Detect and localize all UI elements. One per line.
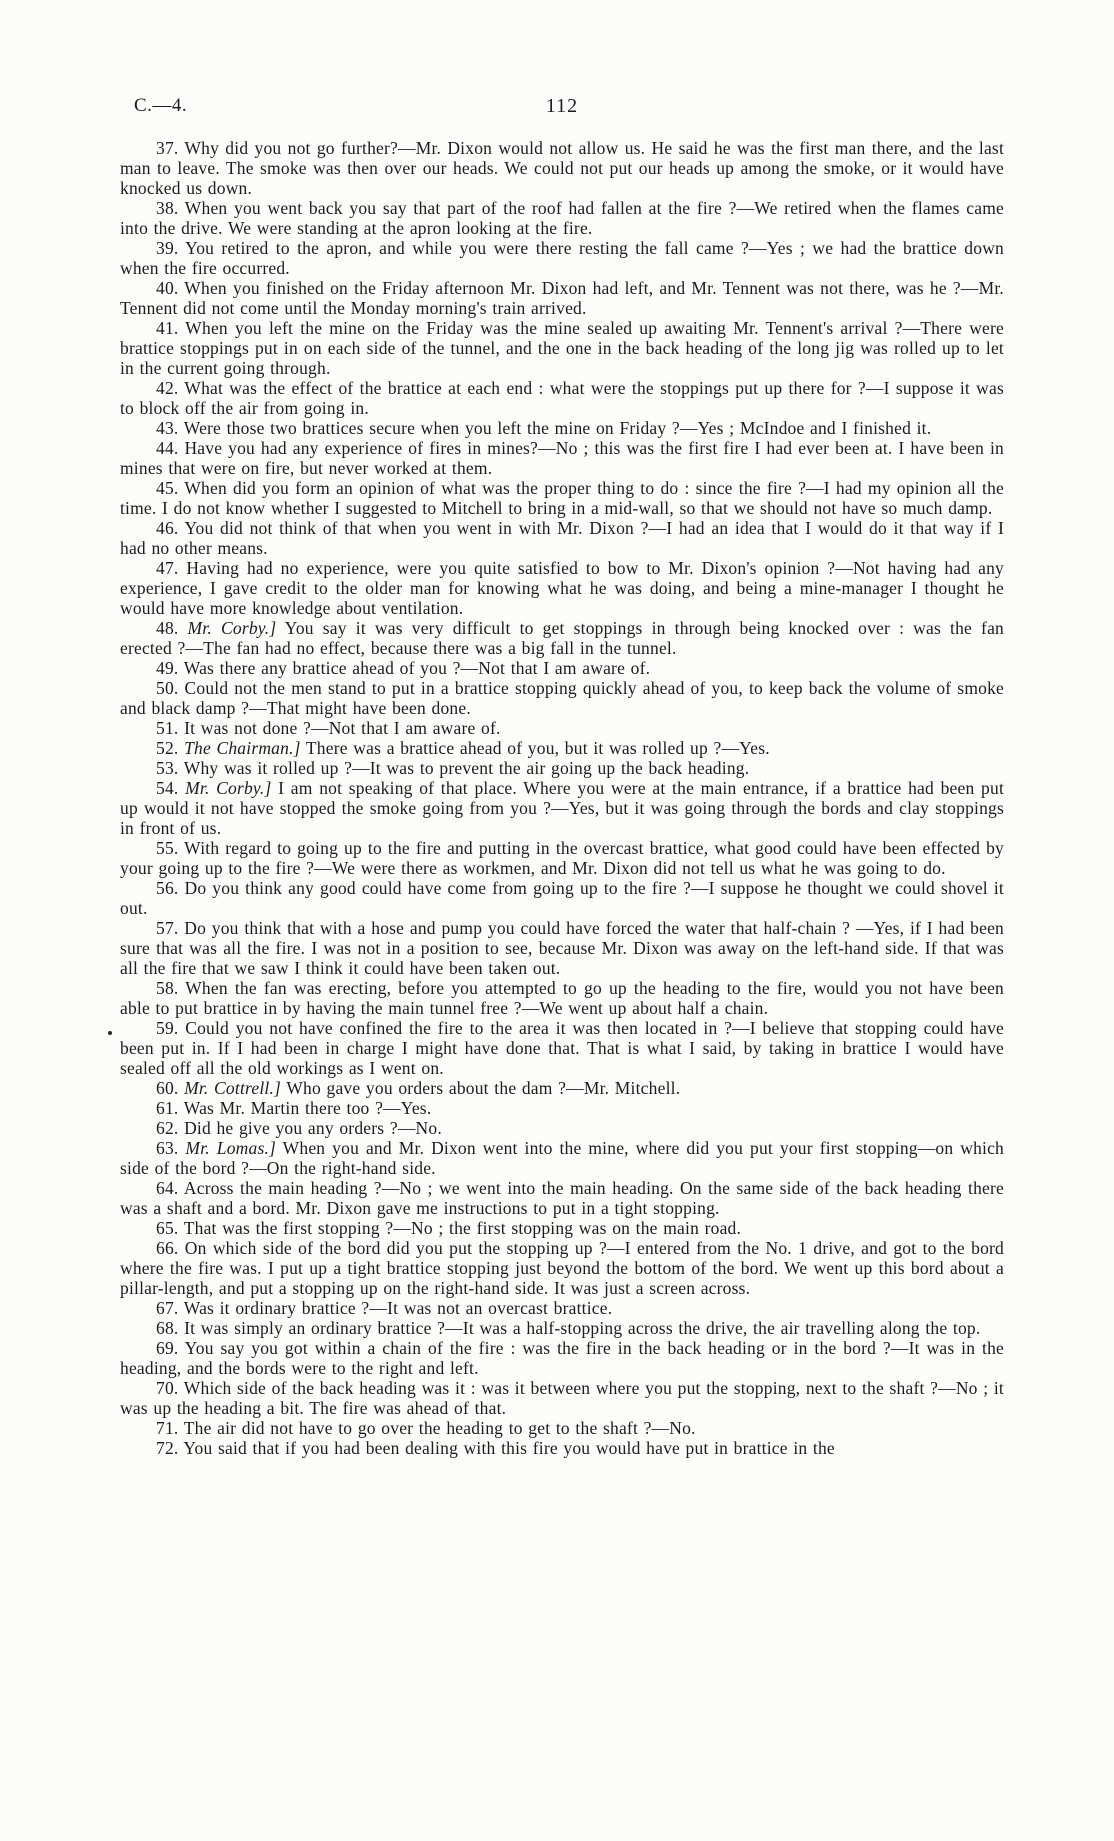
qa-paragraph <box>120 1098 1004 1118</box>
qa-paragraph <box>120 918 1004 978</box>
qa-text: Do you think that with a hose and pump you could have forced the water that half-chain ? —Yes, if I had been sure that was all the fire. I was not in a position to see, because Mr. Dixon was away on the left-hand side. If that was all the fire that we saw I think it could have been taken out. <box>120 918 1004 978</box>
qa-paragraph <box>120 678 1004 718</box>
question-number: 51. <box>156 718 179 738</box>
question-number: 68. <box>156 1318 179 1338</box>
question-number: 54. <box>156 778 179 798</box>
document-reference: C.—4. <box>134 95 188 116</box>
testimony-transcript <box>120 138 1004 1458</box>
qa-paragraph <box>120 1018 1004 1078</box>
qa-paragraph <box>120 838 1004 878</box>
question-number: 58. <box>156 978 179 998</box>
qa-text: There was a brattice ahead of you, but it was rolled up ?—Yes. <box>305 738 770 758</box>
qa-text: You say it was very difficult to get stoppings in through being knocked over : was the fan erected ?—The fan had no effect, because there was a big fall in the tunnel. <box>120 618 1004 658</box>
qa-paragraph <box>120 318 1004 378</box>
page-header <box>120 95 1004 121</box>
qa-text: Have you had any experience of fires in mines?—No ; this was the first fire I had ever been at. I have been in mines that were on fire, but never worked at them. <box>120 438 1005 478</box>
qa-text: With regard to going up to the fire and putting in the overcast brattice, what good could have been effected by your going up to the fire ?—We were there as workmen, and Mr. Dixon did not tell us what he was going to do. <box>120 838 1004 878</box>
qa-text: Why was it rolled up ?—It was to prevent the air going up the back heading. <box>183 758 750 778</box>
question-number: 71. <box>156 1418 179 1438</box>
qa-paragraph <box>120 418 1004 438</box>
qa-paragraph <box>120 278 1004 318</box>
qa-paragraph <box>120 478 1004 518</box>
question-number: 72. <box>156 1438 179 1458</box>
qa-text: Was there any brattice ahead of you ?—Not that I am aware of. <box>183 658 651 678</box>
question-number: 50. <box>156 678 179 698</box>
question-number: 57. <box>156 918 179 938</box>
question-number: 66. <box>156 1238 179 1258</box>
qa-text: It was simply an ordinary brattice ?—It was a half-stopping across the drive, the air travelling along the top. <box>184 1318 981 1338</box>
question-number: 41. <box>156 318 179 338</box>
speaker-name: Mr. Lomas.] <box>185 1138 277 1158</box>
speaker-name: Mr. Corby.] <box>185 778 272 798</box>
qa-text: You say you got within a chain of the fire : was the fire in the back heading or in the bord ?—It was in the heading, and the bords were to the right and left. <box>120 1338 1004 1378</box>
question-number: 45. <box>156 478 179 498</box>
page-number: 112 <box>545 95 579 117</box>
speaker-name: Mr. Cottrell.] <box>184 1078 282 1098</box>
qa-paragraph <box>120 1218 1004 1238</box>
question-number: 65. <box>156 1218 179 1238</box>
question-number: 42. <box>156 378 179 398</box>
qa-paragraph <box>120 238 1004 278</box>
question-number: 63. <box>156 1138 179 1158</box>
qa-paragraph <box>120 518 1004 558</box>
question-number: 59. <box>156 1018 179 1038</box>
speaker-name: Mr. Corby.] <box>187 618 277 638</box>
question-number: 47. <box>156 558 179 578</box>
question-number: 61. <box>156 1098 179 1118</box>
question-number: 70. <box>156 1378 179 1398</box>
qa-paragraph <box>120 1078 1004 1098</box>
qa-paragraph <box>120 1418 1004 1438</box>
qa-text: You did not think of that when you went in with Mr. Dixon ?—I had an idea that I would do it that way if I had no other means. <box>120 518 1004 558</box>
question-number: 52. <box>156 738 179 758</box>
qa-paragraph <box>120 778 1004 838</box>
qa-paragraph <box>120 438 1004 478</box>
qa-text: What was the effect of the brattice at each end : what were the stoppings put up there for ?—I suppose it was to block off the air from going in. <box>120 378 1004 418</box>
qa-paragraph <box>120 758 1004 778</box>
question-number: 38. <box>156 198 179 218</box>
question-number: 49. <box>156 658 179 678</box>
qa-text: You said that if you had been dealing with this fire you would have put in brattice in the <box>183 1438 835 1458</box>
qa-text: Having had no experience, were you quite satisfied to bow to Mr. Dixon's opinion ?—Not having had any experience, I gave credit to the older man for knowing what he was doing, and being a mine-manager I thought he would have more knowledge about ventilation. <box>120 558 1004 618</box>
qa-text: On which side of the bord did you put the stopping up ?—I entered from the No. 1 drive, and got to the bord where the fire was. I put up a tight brattice stopping just beyond the bottom of the bord. We went up this bord about a pillar-length, and put a stopping up on the right-hand side. It was just a screen across. <box>120 1238 1004 1298</box>
question-number: 60. <box>156 1078 179 1098</box>
qa-text: Was Mr. Martin there too ?—Yes. <box>183 1098 432 1118</box>
qa-text: When the fan was erecting, before you attempted to go up the heading to the fire, would you not have been able to put brattice in by having the main tunnel free ?—We went up about half a chain. <box>120 978 1004 1018</box>
qa-paragraph <box>120 198 1004 238</box>
qa-paragraph <box>120 738 1004 758</box>
question-number: 37. <box>156 138 179 158</box>
question-number: 55. <box>156 838 179 858</box>
qa-paragraph <box>120 978 1004 1018</box>
speaker-name: The Chairman.] <box>184 738 301 758</box>
qa-text: Do you think any good could have come from going up to the fire ?—I suppose he thought we could shovel it out. <box>120 878 1004 918</box>
qa-text: When you went back you say that part of the roof had fallen at the fire ?—We retired when the flames came into the drive. We were standing at the apron looking at the fire. <box>120 198 1004 238</box>
qa-text: You retired to the apron, and while you were there resting the fall came ?—Yes ; we had the brattice down when the fire occurred. <box>120 238 1004 278</box>
qa-paragraph <box>120 1118 1004 1138</box>
print-artifact-dot <box>108 1031 112 1035</box>
qa-paragraph <box>120 1318 1004 1338</box>
question-number: 53. <box>156 758 179 778</box>
qa-text: Why did you not go further?—Mr. Dixon would not allow us. He said he was the first man there, and the last man to leave. The smoke was then over our heads. We could not put our heads up among the smoke, or it would have knocked us down. <box>120 138 1004 198</box>
qa-paragraph <box>120 1298 1004 1318</box>
qa-text: Were those two brattices secure when you left the mine on Friday ?—Yes ; McIndoe and I finished it. <box>183 418 932 438</box>
qa-text: When did you form an opinion of what was the proper thing to do : since the fire ?—I had my opinion all the time. I do not know whether I suggested to Mitchell to bring in a mid-wall, so that we should not have so much damp. <box>120 478 1005 518</box>
question-number: 56. <box>156 878 179 898</box>
qa-paragraph <box>120 878 1004 918</box>
qa-text: Could not the men stand to put in a brattice stopping quickly ahead of you, to keep back the volume of smoke and black damp ?—That might have been done. <box>120 678 1004 718</box>
qa-text: I am not speaking of that place. Where you were at the main entrance, if a brattice had been put up would it not have stopped the smoke going from you ?—Yes, but it was going through the bords and clay stoppings in front of us. <box>120 778 1005 838</box>
question-number: 64. <box>156 1178 179 1198</box>
question-number: 67. <box>156 1298 179 1318</box>
qa-text: The air did not have to go over the heading to get to the shaft ?—No. <box>183 1418 696 1438</box>
qa-text: When you and Mr. Dixon went into the mine, where did you put your first stopping—on which side of the bord ?—On the right-hand side. <box>120 1138 1005 1178</box>
question-number: 43. <box>156 418 179 438</box>
qa-paragraph <box>120 1378 1004 1418</box>
qa-paragraph <box>120 138 1004 198</box>
qa-paragraph <box>120 718 1004 738</box>
qa-text: It was not done ?—Not that I am aware of. <box>184 718 501 738</box>
qa-paragraph <box>120 1438 1004 1458</box>
qa-paragraph <box>120 1178 1004 1218</box>
qa-text: Who gave you orders about the dam ?—Mr. Mitchell. <box>286 1078 681 1098</box>
question-number: 46. <box>156 518 179 538</box>
qa-text: Did he give you any orders ?—No. <box>184 1118 442 1138</box>
qa-text: When you left the mine on the Friday was the mine sealed up awaiting Mr. Tennent's arrival ?—There were brattice stoppings put in on each side of the tunnel, and the one in the back heading of the long jig was rolled up to let in the current going through. <box>120 318 1004 378</box>
question-number: 44. <box>156 438 179 458</box>
question-number: 69. <box>156 1338 179 1358</box>
qa-text: Was it ordinary brattice ?—It was not an overcast brattice. <box>183 1298 613 1318</box>
question-number: 40. <box>156 278 179 298</box>
qa-text: That was the first stopping ?—No ; the first stopping was on the main road. <box>183 1218 742 1238</box>
qa-paragraph <box>120 1138 1004 1178</box>
qa-paragraph <box>120 1238 1004 1298</box>
qa-paragraph <box>120 558 1004 618</box>
qa-paragraph <box>120 658 1004 678</box>
qa-paragraph <box>120 1338 1004 1378</box>
question-number: 62. <box>156 1118 179 1138</box>
qa-text: When you finished on the Friday afternoon Mr. Dixon had left, and Mr. Tennent was not there, was he ?—Mr. Tennent did not come until the Monday morning's train arrived. <box>120 278 1004 318</box>
question-number: 48. <box>156 618 179 638</box>
qa-paragraph <box>120 378 1004 418</box>
qa-text: Could you not have confined the fire to the area it was then located in ?—I believe that stopping could have been put in. If I had been in charge I might have done that. That is what I said, by taking in brattice I would have sealed off all the old workings as I went on. <box>120 1018 1005 1078</box>
qa-paragraph <box>120 618 1004 658</box>
question-number: 39. <box>156 238 179 258</box>
qa-text: Which side of the back heading was it : was it between where you put the stopping, next to the shaft ?—No ; it was up the heading a bit. The fire was ahead of that. <box>120 1378 1004 1418</box>
qa-text: Across the main heading ?—No ; we went into the main heading. On the same side of the back heading there was a shaft and a bord. Mr. Dixon gave me instructions to put in a tight stopping. <box>120 1178 1004 1218</box>
